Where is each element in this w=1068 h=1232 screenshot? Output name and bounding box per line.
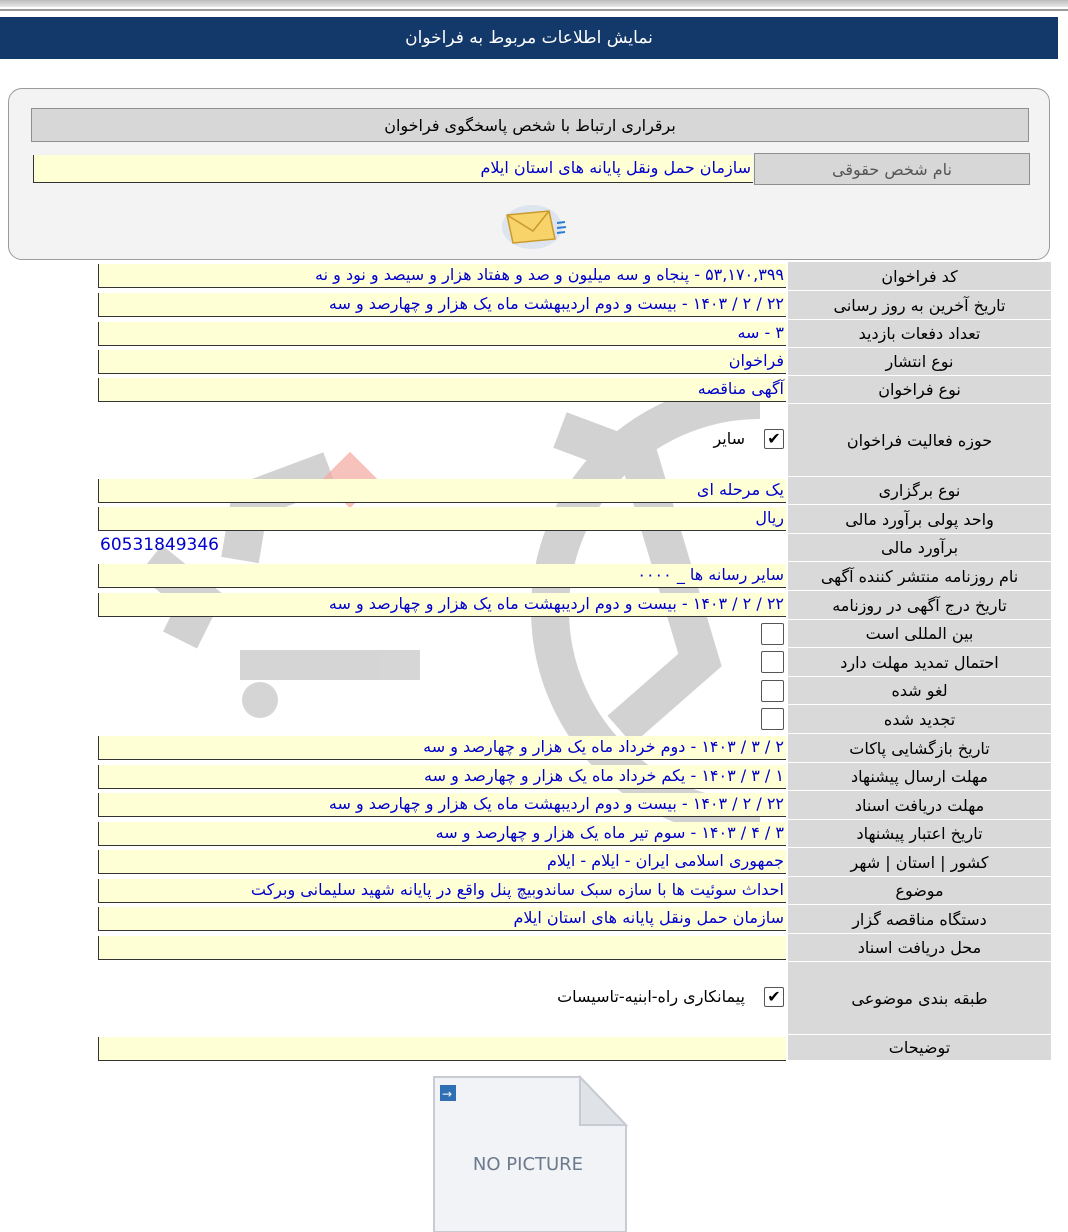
row-subject (98, 877, 1051, 905)
row-renewed (98, 705, 1051, 734)
docs-place-label: محل دریافت اسناد (788, 934, 1051, 962)
activity-checkbox[interactable]: ✔ (764, 429, 784, 449)
submit-deadline-label: مهلت ارسال پیشنهاد (788, 763, 1051, 791)
renewed-label: تجدید شده (788, 705, 1051, 734)
page-title: نمایش اطلاعات مربوط به فراخوان (0, 17, 1058, 59)
currency-value: ریال (98, 507, 786, 531)
email-icon[interactable] (499, 201, 569, 251)
row-docs-deadline (98, 791, 1051, 820)
contact-panel (8, 88, 1050, 260)
row-activity (98, 404, 1051, 477)
row-newspaper (98, 562, 1051, 591)
code-value: ۵۳,۱۷۰,۳۹۹ - پنجاه و سه میلیون و صد و هفتاد هزار و سیصد و نود و نه (98, 264, 786, 288)
row-call-type (98, 376, 1051, 404)
extension-label: احتمال تمدید مهلت دارد (788, 648, 1051, 677)
row-extension (98, 648, 1051, 677)
row-opening-date (98, 734, 1051, 763)
organizer-label: دستگاه مناقصه گزار (788, 905, 1051, 934)
docs-place-value (98, 936, 786, 960)
category-label: طبقه بندی موضوعی (788, 962, 1051, 1035)
visits-value: ۳ - سه (98, 322, 786, 346)
publish-type-value: فراخوان (98, 350, 786, 374)
row-code (98, 262, 1051, 291)
validity-date-value: ۳ / ۴ / ۱۴۰۳ - سوم تیر ماه یک هزار و چهارصد و سه (98, 822, 786, 846)
row-international (98, 620, 1051, 648)
newspaper-date-label: تاریخ درج آگهی در روزنامه (788, 591, 1051, 620)
call-type-value: آگهی مناقصه (98, 378, 786, 402)
location-value: جمهوری اسلامی ایران - ایلام - ایلام (98, 850, 786, 874)
code-label: کد فراخوان (788, 262, 1051, 291)
row-estimate (98, 534, 1051, 562)
no-picture-text: NO PICTURE (472, 1154, 584, 1175)
row-location (98, 848, 1051, 877)
activity-option: سایر (713, 429, 745, 448)
top-divider (0, 9, 1068, 11)
row-newspaper-date (98, 591, 1051, 620)
category-checkbox[interactable]: ✔ (764, 987, 784, 1007)
top-border (0, 0, 1068, 7)
currency-label: واحد پولی برآورد مالی (788, 505, 1051, 534)
validity-date-label: تاریخ اعتبار پیشنهاد (788, 820, 1051, 848)
row-submit-deadline (98, 763, 1051, 791)
opening-date-value: ۲ / ۳ / ۱۴۰۳ - دوم خرداد ماه یک هزار و چهارصد و سه (98, 736, 786, 760)
international-label: بین المللی است (788, 620, 1051, 648)
holding-type-label: نوع برگزاری (788, 477, 1051, 505)
publish-type-label: نوع انتشار (788, 348, 1051, 376)
row-publish-type (98, 348, 1051, 376)
docs-deadline-value: ۲۲ / ۲ / ۱۴۰۳ - بیست و دوم اردیبهشت ماه یک هزار و چهارصد و سه (98, 793, 786, 817)
cancelled-label: لغو شده (788, 677, 1051, 705)
row-visits (98, 320, 1051, 348)
call-type-label: نوع فراخوان (788, 376, 1051, 404)
renewed-checkbox[interactable] (761, 708, 784, 730)
activity-label: حوزه فعالیت فراخوان (788, 404, 1051, 477)
submit-deadline-value: ۱ / ۳ / ۱۴۰۳ - یکم خرداد ماه یک هزار و چهارصد و سه (98, 765, 786, 789)
row-notes (98, 1035, 1051, 1061)
legal-person-value: سازمان حمل ونقل پایانه های استان ایلام (33, 155, 753, 183)
row-holding-type (98, 477, 1051, 505)
category-option: پیمانکاری راه-ابنیه-تاسیسات (557, 987, 745, 1006)
estimate-value: 60531849346 (100, 535, 219, 555)
docs-deadline-label: مهلت دریافت اسناد (788, 791, 1051, 820)
svg-text:→: → (441, 1087, 453, 1101)
holding-type-value: یک مرحله ای (98, 479, 786, 503)
newspaper-label: نام روزنامه منتشر کننده آگهی (788, 562, 1051, 591)
row-last-update (98, 291, 1051, 320)
international-checkbox[interactable] (761, 623, 784, 645)
contact-title: برقراری ارتباط با شخص پاسخگوی فراخوان (31, 108, 1029, 142)
row-currency (98, 505, 1051, 534)
no-picture-placeholder (432, 1075, 628, 1232)
notes-value (98, 1037, 786, 1061)
location-label: کشور | استان | شهر (788, 848, 1051, 877)
notes-label: توضیحات (788, 1035, 1051, 1061)
row-category (98, 962, 1051, 1035)
visits-label: تعداد دفعات بازدید (788, 320, 1051, 348)
organizer-value: سازمان حمل ونقل پایانه های استان ایلام (98, 907, 786, 931)
extension-checkbox[interactable] (761, 651, 784, 673)
newspaper-value: سایر رسانه ها _ ۰۰۰۰ (98, 564, 786, 588)
row-cancelled (98, 677, 1051, 705)
subject-label: موضوع (788, 877, 1051, 905)
estimate-label: برآورد مالی (788, 534, 1051, 562)
last-update-value: ۲۲ / ۲ / ۱۴۰۳ - بیست و دوم اردیبهشت ماه یک هزار و چهارصد و سه (98, 293, 786, 317)
legal-person-label: نام شخص حقوقی (754, 153, 1030, 185)
opening-date-label: تاریخ بازگشایی پاکات (788, 734, 1051, 763)
row-docs-place (98, 934, 1051, 962)
subject-value: احداث سوئیت ها با سازه سبک ساندوبیچ پنل واقع در پایانه شهید سلیمانی وبرکت (98, 879, 786, 903)
newspaper-date-value: ۲۲ / ۲ / ۱۴۰۳ - بیست و دوم اردیبهشت ماه یک هزار و چهارصد و سه (98, 593, 786, 617)
row-validity-date (98, 820, 1051, 848)
cancelled-checkbox[interactable] (761, 680, 784, 702)
last-update-label: تاریخ آخرین به روز رسانی (788, 291, 1051, 320)
row-organizer (98, 905, 1051, 934)
